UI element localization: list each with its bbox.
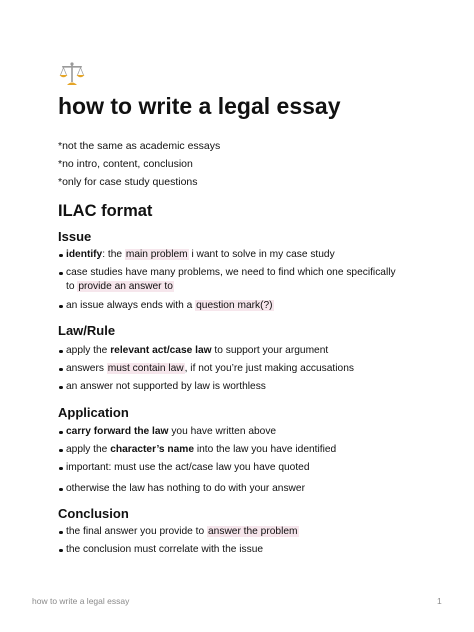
bold-text: character’s name xyxy=(110,444,195,455)
list-item xyxy=(66,543,406,557)
text: you have written above xyxy=(168,426,277,437)
note-2: *no intro, content, conclusion xyxy=(58,158,193,170)
text: otherwise the law has nothing to do with your answer xyxy=(66,483,305,494)
text: case studies have many problems, we need to find which one specifically to xyxy=(66,267,396,292)
list-item xyxy=(66,266,406,294)
balance-scale-icon xyxy=(58,60,86,88)
page-number: 1 xyxy=(437,596,442,606)
highlight: question mark(?) xyxy=(196,300,273,311)
text: the final answer you provide to xyxy=(66,526,208,537)
list-item xyxy=(66,362,406,376)
footer-title: how to write a legal essay xyxy=(32,596,130,606)
highlight: answer the problem xyxy=(208,526,298,537)
list-item xyxy=(66,461,406,475)
text: an answer not supported by law is worthless xyxy=(66,381,266,392)
highlight: main problem xyxy=(125,249,188,260)
text: : the xyxy=(102,249,125,260)
bold-text: relevant act/case law xyxy=(110,345,212,356)
heading-law-rule: Law/Rule xyxy=(58,323,116,338)
heading-conclusion: Conclusion xyxy=(58,506,129,521)
text: apply the xyxy=(66,345,111,356)
page-title: how to write a legal essay xyxy=(58,93,341,119)
bold-text: carry forward the law xyxy=(66,426,169,437)
list-item xyxy=(66,380,406,394)
list-item xyxy=(66,443,406,457)
text: into the law you have identified xyxy=(194,444,337,455)
text: , if not you’re just making accusations xyxy=(184,363,354,374)
text: important: must use the act/case law you have quoted xyxy=(66,462,310,473)
list-item xyxy=(66,299,406,313)
highlight: must contain law xyxy=(107,363,184,374)
list-item xyxy=(66,525,406,539)
note-3: *only for case study questions xyxy=(58,176,198,188)
note-1: *not the same as academic essays xyxy=(58,140,221,152)
section-heading-ilac: ILAC format xyxy=(58,202,153,220)
text: answers xyxy=(66,363,107,374)
heading-application: Application xyxy=(58,405,129,420)
text: i want to solve in my case study xyxy=(188,249,335,260)
list-item xyxy=(66,248,406,262)
text: apply the xyxy=(66,444,111,455)
text: an issue always ends with a xyxy=(66,300,196,311)
bold-text: identify xyxy=(66,249,103,260)
heading-issue: Issue xyxy=(58,229,92,244)
text: to support your argument xyxy=(211,345,329,356)
list-item xyxy=(66,482,406,496)
text: the conclusion must correlate with the issue xyxy=(66,544,264,555)
highlight: provide an answer to xyxy=(78,281,173,292)
list-item xyxy=(66,425,406,439)
list-item xyxy=(66,344,406,358)
